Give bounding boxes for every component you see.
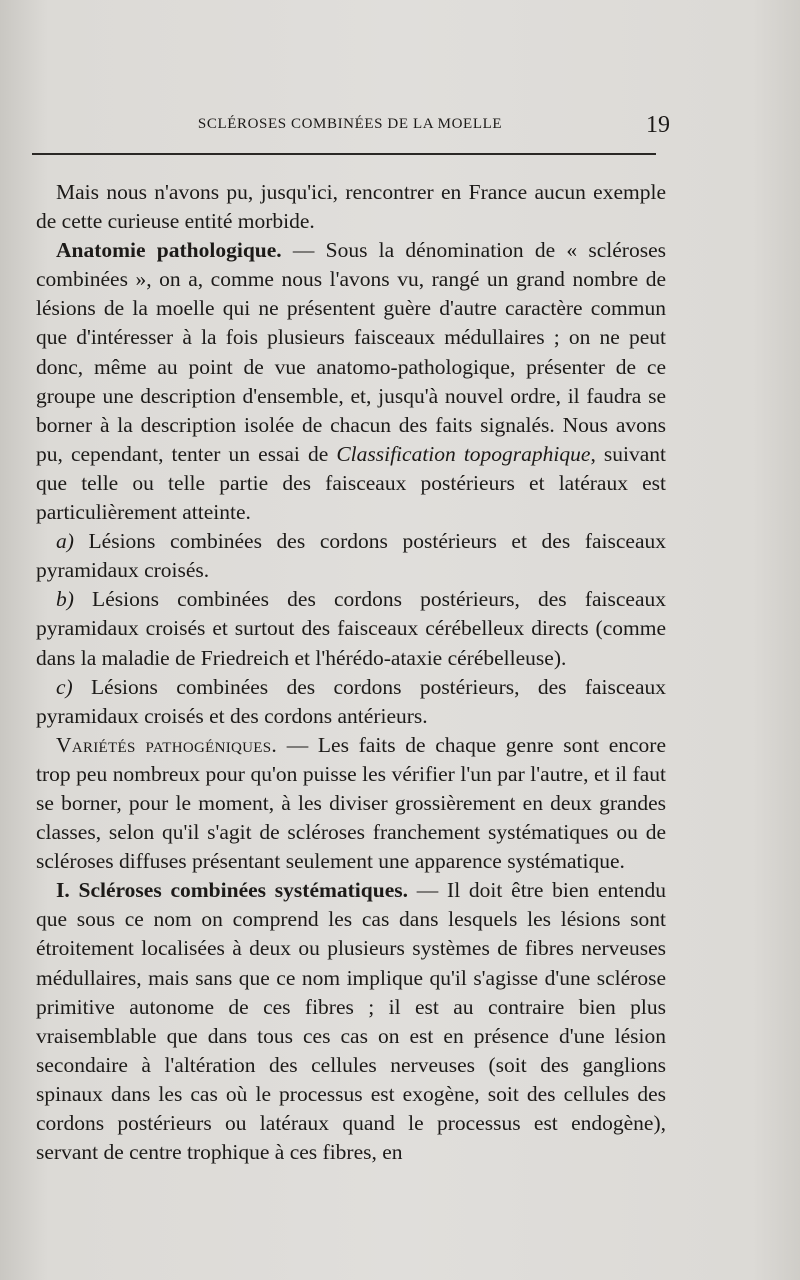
section-heading-varietes: Variétés pathogéniques. bbox=[56, 732, 278, 757]
page-number: 19 bbox=[646, 112, 670, 138]
section-heading-anatomie: Anatomie pathologique. bbox=[56, 238, 282, 263]
paragraph-systematiques: I. Scléroses combinées systématiques. — Il doit être bien entendu que sous ce nom on comprend les cas dans lesquels les lésions sont étroitement localisées à deux ou plusieurs systèmes de fibres nerveuses médullaires, mais sans que ce nom implique qu'il s'agisse d'une sclérose primitive autonome de ces fibres ; il est au contraire bien plus vraisemblable que dans tous ces cas on est en présence d'une lésion secondaire à l'altération des cellules nerveuses (soit des ganglions spinaux dans les cas où le processus est exogène, soit des cellules des cordons postérieurs ou latéraux quand le processus est endogène), servant de centre trophique à ces fibres, en bbox=[36, 878, 666, 1165]
running-title: SCLÉROSES COMBINÉES DE LA MOELLE bbox=[197, 116, 503, 132]
running-head bbox=[30, 112, 670, 138]
paragraph-intro: Mais nous n'avons pu, jusqu'ici, rencontrer en France aucun exemple de cette curieuse entité morbide. bbox=[36, 180, 666, 234]
paragraph-varietes: Variétés pathogéniques. — Les faits de chaque genre sont encore trop peu nombreux pour qu'on puisse les vérifier l'un par l'autre, et il faut se borner, pour le moment, à les diviser grossièrement en deux grandes classes, selon qu'il s'agit de scléroses franchement systématiques ou de scléroses diffuses présentant seulement une apparence systématique. bbox=[36, 732, 667, 874]
list-item-c: c) Lésions combinées des cordons postérieurs, des faisceaux pyramidaux croisés et des cordons antérieurs. bbox=[36, 674, 666, 728]
list-item-a: a) Lésions combinées des cordons postérieurs et des faisceaux pyramidaux croisés. bbox=[36, 529, 666, 583]
list-item-b: b) Lésions combinées des cordons postérieurs, des faisceaux pyramidaux croisés et surtout des faisceaux cérébelleux directs (comme dans la maladie de Friedreich et l'hérédo-ataxie cérébelleuse). bbox=[36, 587, 666, 670]
section-heading-systematiques: I. Scléroses combinées systématiques. bbox=[56, 878, 408, 903]
paragraph-anatomie: Anatomie pathologique. — Sous la dénomination de « scléroses combinées », on a, comme nous l'avons vu, rangé un grand nombre de lésions de la moelle qui ne présentent guère d'autre caractère commun que d'intéresser à la fois plusieurs faisceaux médullaires ; on ne peut donc, même au point de vue anatomo-pathologique, présenter de ce groupe une description d'ensemble, et, jusqu'à nouvel ordre, il faudra se borner à la description isolée de chacun des faits signalés. Nous avons pu, cependant, tenter un essai de Classification topographique, suivant que telle ou telle partie des faisceaux postérieurs et latéraux est particulièrement atteinte. bbox=[36, 238, 666, 525]
header-rule bbox=[32, 153, 656, 155]
body-text bbox=[36, 178, 666, 1167]
